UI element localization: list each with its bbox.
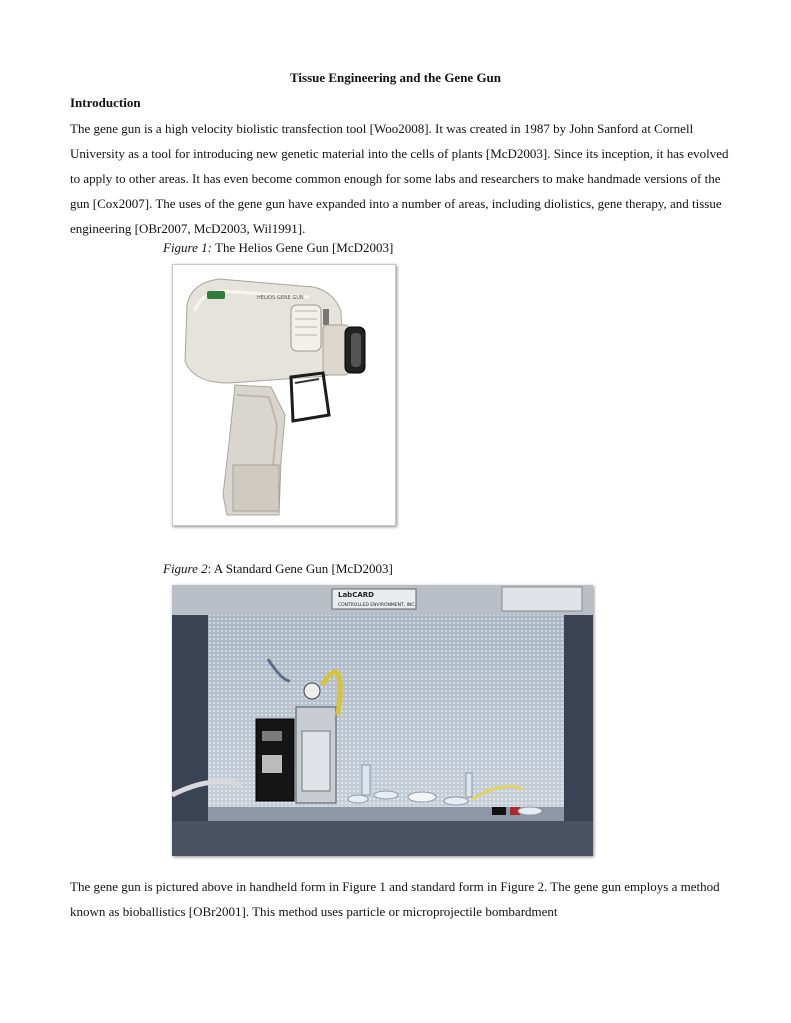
intro-paragraph: The gene gun is a high velocity biolistic transfection tool [Woo2008]. It was created in 1987 by John Sanford at Cornell University as a tool for introducing new genetic material into the cells of plants [McD2003]. Since its inception, it has evolved to apply to other areas. It has even become common enough for some labs and researchers to make handmade versions of the gun [Cox2007]. The uses of the gene gun have expanded into a number of areas, including diolistics, gene therapy, and tissue engineering [OBr2007, McD2003, Wil1991]. xyxy=(70,121,729,236)
logo-badge xyxy=(207,291,225,299)
standard-gene-gun-photo xyxy=(172,585,593,856)
figure-2-caption xyxy=(163,561,393,577)
section-heading: Introduction xyxy=(70,95,141,110)
document-title: Tissue Engineering and the Gene Gun xyxy=(289,70,502,85)
helios-gene-gun-photo xyxy=(172,264,396,526)
figure-2-label: Figure 2 xyxy=(163,561,208,576)
figure-1-caption xyxy=(163,240,393,256)
figure-1-label: Figure 1: xyxy=(163,240,212,255)
figure-2-caption-text: : A Standard Gene Gun [McD2003] xyxy=(207,561,393,576)
body-paragraph: The gene gun is pictured above in handheld form in Figure 1 and standard form in Figure 2. The gene gun employs a method known as bioballistics [OBr2001]. This method uses particle or microprojectile bombardment xyxy=(70,879,720,919)
hood-company: CONTROLLED ENVIRONMENT, INC. xyxy=(338,603,416,608)
helios-label: HELIOS GENE GUN xyxy=(257,295,304,301)
figure-1-caption-text: The Helios Gene Gun [McD2003] xyxy=(211,240,394,255)
hood-label: LabCARD xyxy=(338,591,374,599)
